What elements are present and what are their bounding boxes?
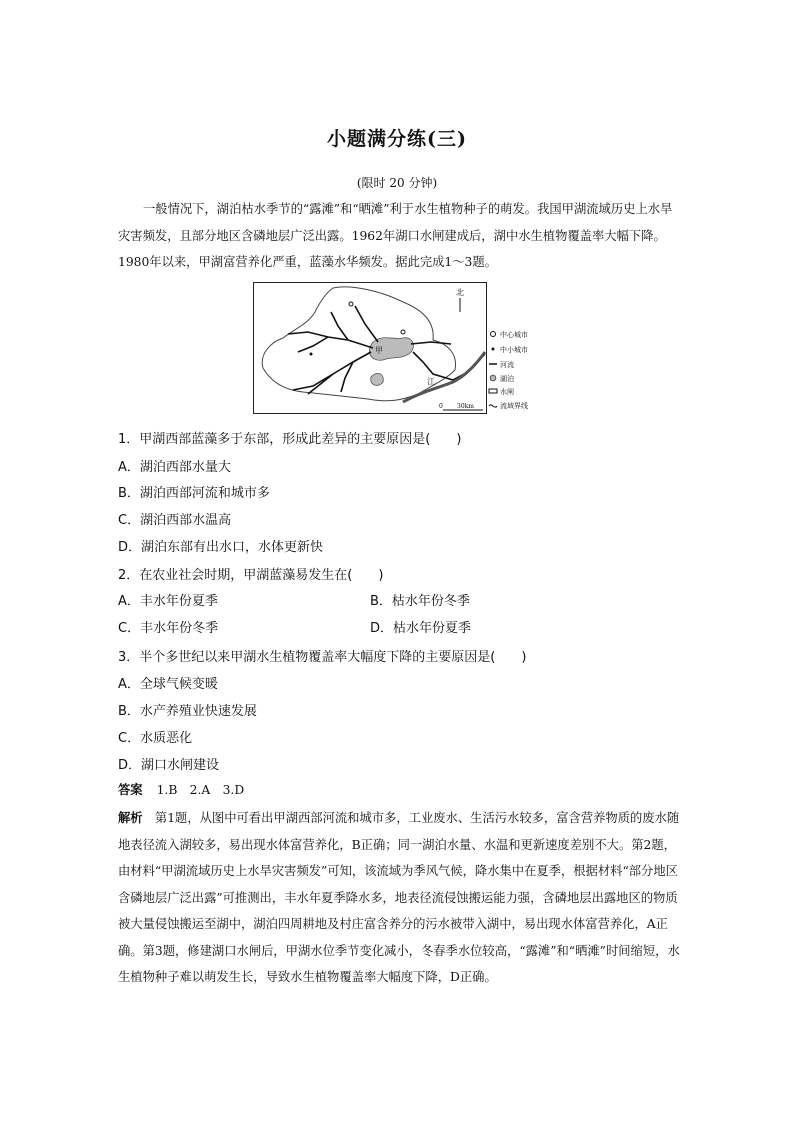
- svg-text:水闸: 水闸: [500, 388, 514, 396]
- explanation: [118, 805, 680, 991]
- sluice-icon: [489, 389, 497, 393]
- svg-text:河流: 河流: [500, 361, 514, 369]
- lake-legend-icon: [490, 375, 496, 381]
- q3-option-a: A．全球气候变暖: [118, 677, 218, 692]
- lake-label: 甲: [375, 346, 383, 355]
- explanation-text: 第1题，从图中可看出甲湖西部河流和城市多，工业废水、生活污水较多，富含营养物质的废水随地表径流入湖较多，易出现水体富营养化，B正确；同一湖泊水量、水温和更新速度差别不大。第2题，由材料“甲湖流域历史上水旱灾害频发”可知，该流域为季风气候，降水集中在夏季，根据材料“部分地区含磷地层广泛出露”可推测出，丰水年夏季降水多，地表径流侵蚀搬运能力强，含磷地层出露地区的物质被大量侵蚀搬运至湖中，湖泊四周耕地及村庄富含养分的污水被带入湖中，易出现水体富营养化，A正确。第3题，修建湖口水闸后，甲湖水位季节变化减小，冬春季水位较高，“露滩”和“晒滩”时间缩短，水生植物种子难以萌发生长，导致水生植物覆盖率大幅度下降，D正确。: [118, 811, 680, 984]
- q3-option-d: D．湖口水闸建设: [118, 758, 220, 773]
- answer-text: 1.B 2.A 3.D: [156, 783, 245, 797]
- time-limit: (限时 20 分钟): [356, 176, 438, 190]
- svg-text:中心城市: 中心城市: [500, 331, 528, 339]
- explanation-label: 解析: [118, 810, 143, 825]
- river-label: 江: [427, 377, 435, 386]
- q1-option-c: C．湖泊西部水温高: [118, 513, 232, 528]
- svg-text:中小城市: 中小城市: [500, 346, 528, 354]
- question-3-stem: 3．半个多世纪以来甲湖水生植物覆盖率大幅度下降的主要原因是( ): [118, 650, 527, 665]
- map-legend: [489, 330, 528, 410]
- q2-option-b: B．枯水年份冬季: [370, 594, 470, 609]
- boundary-legend-icon: [489, 405, 497, 407]
- q2-option-c: C．丰水年份冬季: [118, 621, 219, 636]
- svg-text:0: 0: [439, 403, 443, 410]
- svg-text:湖泊: 湖泊: [500, 375, 514, 383]
- page-title: 小题满分练(三): [327, 128, 467, 150]
- lake-basin-map: [253, 282, 555, 414]
- answer-label: 答案: [118, 782, 143, 797]
- central-city-icon: [491, 332, 496, 337]
- q3-option-b: B．水产养殖业快速发展: [118, 704, 257, 719]
- small-lake: [371, 373, 384, 385]
- q2-option-a: A．丰水年份夏季: [118, 594, 218, 609]
- svg-text:流域界线: 流域界线: [500, 402, 528, 410]
- city-icon: [310, 353, 313, 356]
- question-2-stem: 2．在农业社会时期，甲湖蓝藻易发生在( ): [118, 568, 384, 583]
- scale-label: 30km: [457, 403, 474, 410]
- small-city-icon: [492, 348, 495, 351]
- q2-option-d: D．枯水年份夏季: [370, 621, 472, 636]
- intro-paragraph: 一般情况下，湖泊枯水季节的“露滩”和“晒滩”利于水生植物种子的萌发。我国甲湖流域历史上水旱灾害频发，且部分地区含磷地层广泛出露。1962年湖口水闸建成后，湖中水生植物覆盖率大幅下降。1980年以来，甲湖富营养化严重，蓝藻水华频发。据此完成1～3题。: [118, 202, 673, 269]
- answer-line: [118, 780, 244, 798]
- q1-option-d: D．湖泊东部有出水口，水体更新快: [118, 540, 324, 555]
- q1-option-a: A．湖泊西部水量大: [118, 460, 231, 475]
- q3-option-c: C．水质恶化: [118, 731, 193, 746]
- question-1-stem: 1．甲湖西部蓝藻多于东部，形成此差异的主要原因是( ): [118, 432, 462, 447]
- north-label: 北: [456, 288, 464, 297]
- q1-option-b: B．湖泊西部河流和城市多: [118, 486, 270, 501]
